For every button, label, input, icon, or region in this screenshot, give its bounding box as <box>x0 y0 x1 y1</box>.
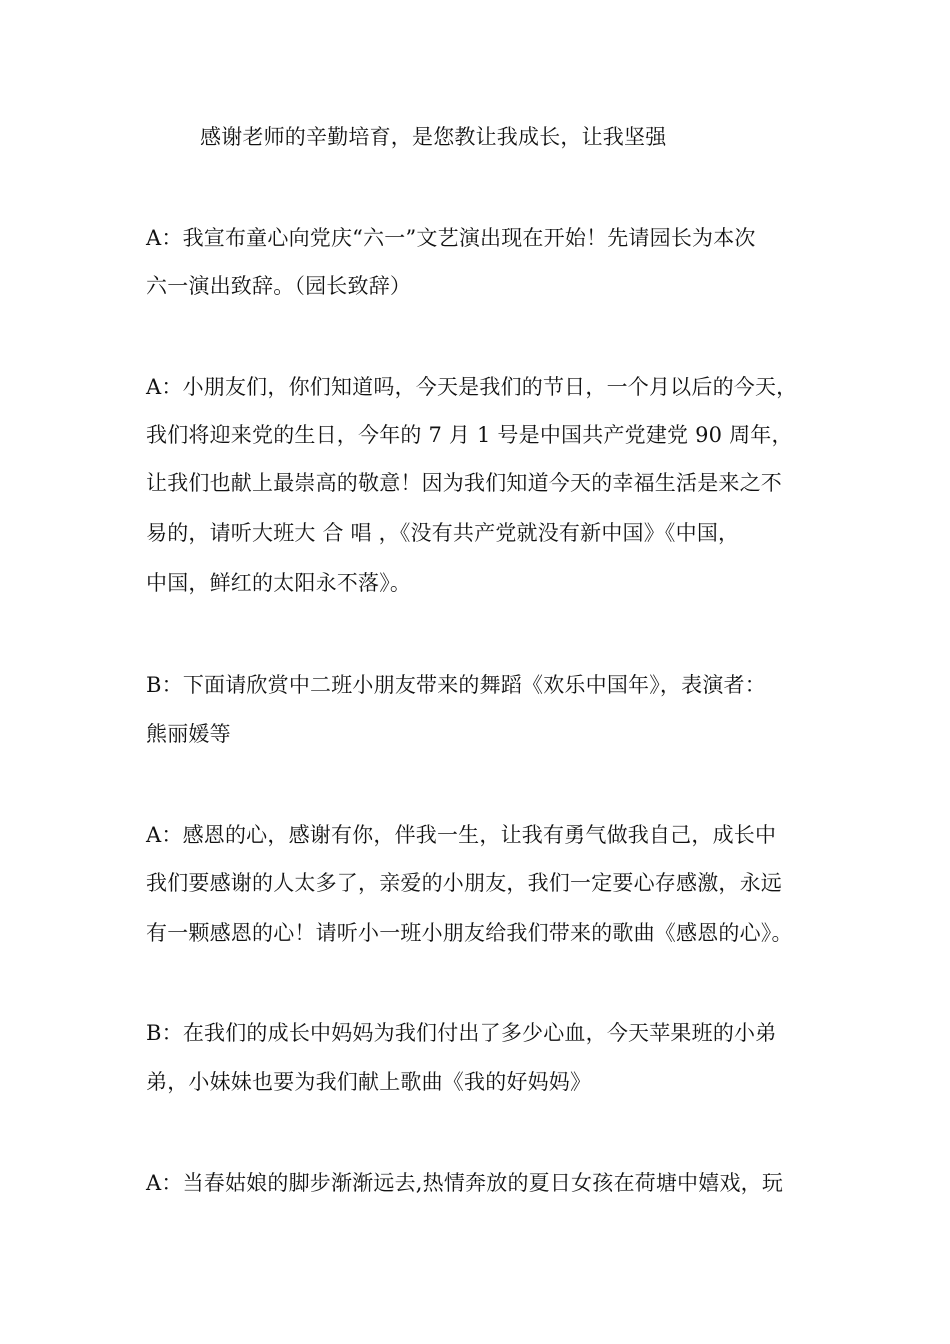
text-line-mother-1: B：在我们的成长中妈妈为我们付出了多少心血，今天苹果班的小弟 <box>146 1021 777 1045</box>
text-line-grateful-3: 有一颗感恩的心！请听小一班小朋友给我们带来的歌曲《感恩的心》。 <box>146 921 793 945</box>
text-line-party-4: 易的，请听大班大 合 唱 ，《没有共产党就没有新中国》《中国， <box>146 521 740 545</box>
text-line-mother-2: 弟，小妹妹也要为我们献上歌曲《我的好妈妈》 <box>146 1070 592 1094</box>
text-line-dance-1: B：下面请欣赏中二班小朋友带来的舞蹈《欢乐中国年》，表演者： <box>146 673 766 697</box>
text-line-party-2: 我们将迎来党的生日，今年的 7 月 1 号是中国共产党建党 90 周年， <box>146 423 793 447</box>
text-line-summer-1: A：当春姑娘的脚步渐渐远去,热情奔放的夏日女孩在荷塘中嬉戏，玩 <box>146 1171 784 1195</box>
text-line-party-3: 让我们也献上最崇高的敬意！因为我们知道今天的幸福生活是来之不 <box>146 471 782 495</box>
text-line-announce-1: A：我宣布童心向党庆“六一”文艺演出现在开始！先请园长为本次 <box>146 226 756 250</box>
text-line-party-5: 中国，鲜红的太阳永不落》。 <box>146 571 412 595</box>
text-line-announce-2: 六一演出致辞。（园长致辞） <box>146 274 412 298</box>
text-line-grateful-2: 我们要感谢的人太多了，亲爱的小朋友，我们一定要心存感激，永远 <box>146 871 782 895</box>
text-line-grateful-1: A：感恩的心，感谢有你，伴我一生，让我有勇气做我自己，成长中 <box>146 823 777 847</box>
text-line-dance-2: 熊丽媛等 <box>146 722 231 746</box>
text-line-thanks: 感谢老师的辛勤培育，是您教让我成长，让我坚强 <box>200 125 667 149</box>
text-line-party-1: A：小朋友们，你们知道吗，今天是我们的节日，一个月以后的今天， <box>146 375 798 399</box>
